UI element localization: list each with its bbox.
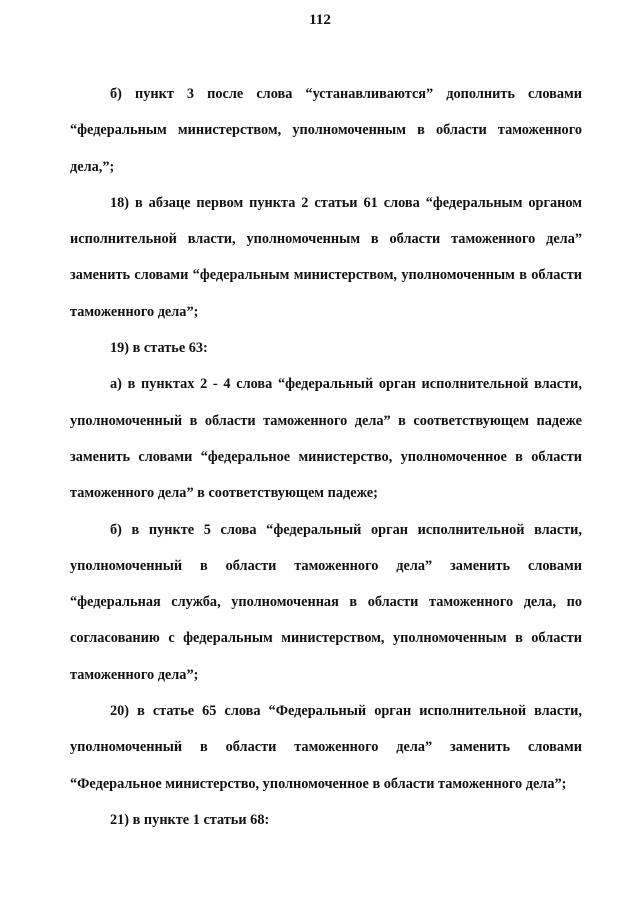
paragraph-item-21: 21) в пункте 1 статьи 68: xyxy=(110,811,270,828)
paragraph-item-18: 18) в абзаце первом пункта 2 статьи 61 слова “федеральным органом исполнительной власти, уполномоченным в области таможенного дела” заменить словами “федеральным министерством, уполномоченным в области таможенного дела”; xyxy=(70,194,582,320)
paragraph-item-a-points-2-4: а) в пунктах 2 - 4 слова “федеральный орган исполнительной власти, уполномоченный в области таможенного дела” в соответствующем падеже заменить словами “федеральное министерство, уполномоченное в области таможенного дела” в соответствующем падеже; xyxy=(70,376,582,502)
document-body xyxy=(70,76,582,838)
paragraph-item-b-point-5: б) в пункте 5 слова “федеральный орган исполнительной власти, уполномоченный в области таможенного дела” заменить словами “федеральная служба, уполномоченная в области таможенного дела, по согласованию с федеральным министерством, уполномоченным в области таможенного дела”; xyxy=(70,521,582,683)
paragraph-item-19: 19) в статье 63: xyxy=(110,340,208,357)
paragraph-item-20: 20) в статье 65 слова “Федеральный орган исполнительной власти, уполномоченный в области таможенного дела” заменить словами “Федеральное министерство, уполномоченное в области таможенного дела”; xyxy=(70,703,582,792)
page-number: 112 xyxy=(309,12,331,28)
paragraph-item-b-point-3: б) пункт 3 после слова “устанавливаются” дополнить словами “федеральным министерством, уполномоченным в области таможенного дела,”; xyxy=(70,86,582,175)
